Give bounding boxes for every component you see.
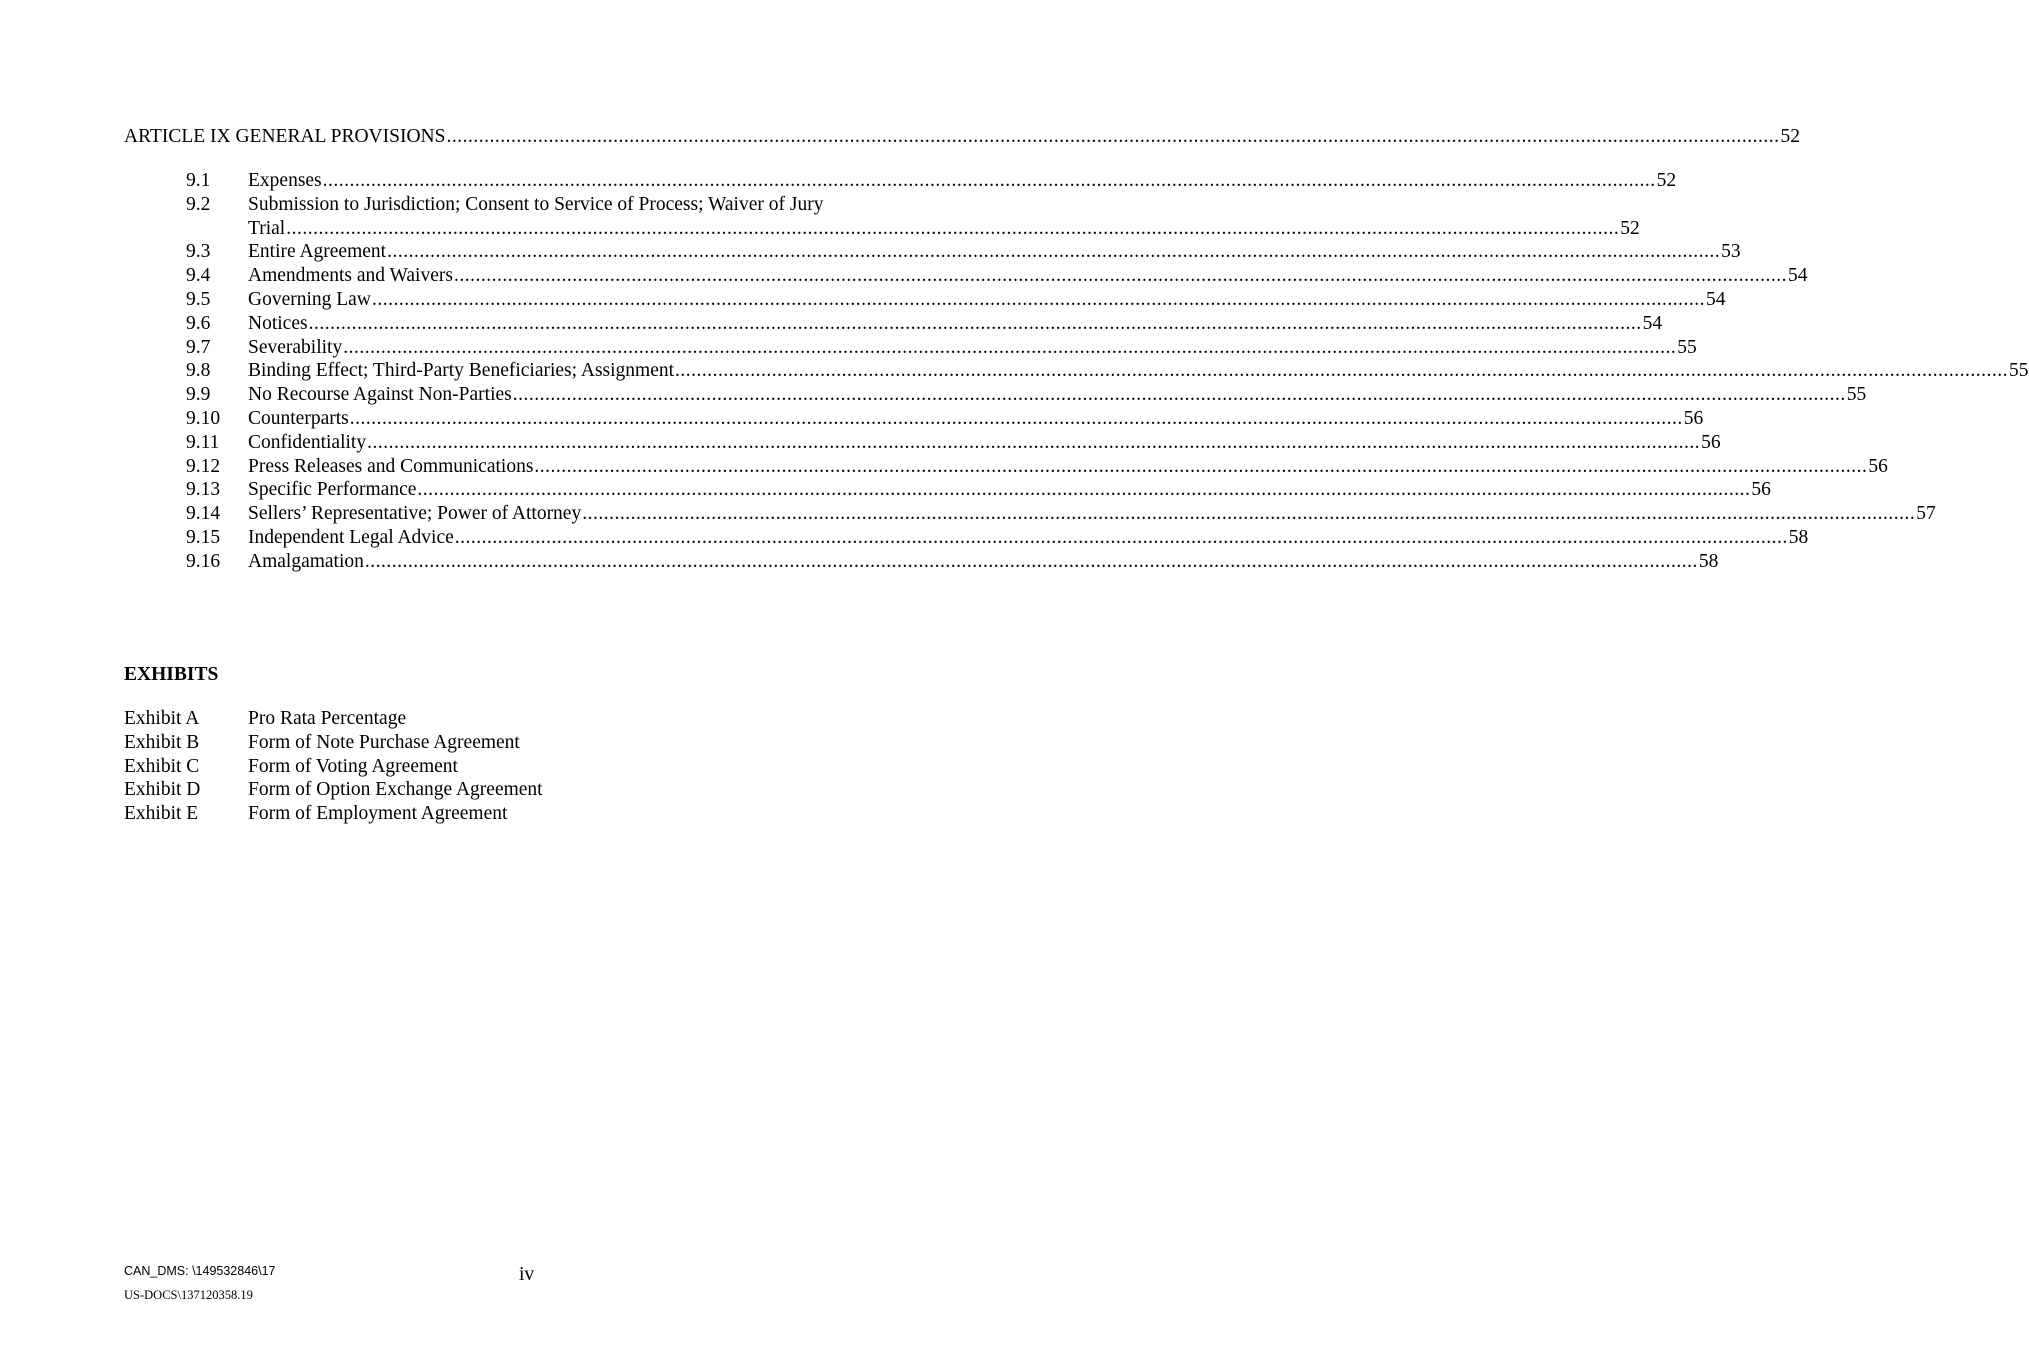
toc-entry-page: 56 [1701,432,1721,453]
toc-leader-dots [675,359,2008,383]
toc-entry-number: 9.6 [186,313,211,334]
toc-leader-dots [367,431,1700,455]
toc-entry-number: 9.9 [186,384,211,405]
toc-leader-dots [534,455,1867,479]
exhibit-description: Form of Note Purchase Agreement [248,732,520,753]
toc-entry-title: Amendments and Waivers [248,265,453,286]
toc-entry-number: 9.8 [186,360,211,381]
toc-entry-title: Trial [248,218,286,239]
exhibit-description: Form of Option Exchange Agreement [248,779,543,800]
toc-entry-number: 9.14 [186,503,221,524]
toc-entry-number: 9.4 [186,265,211,286]
toc-entry-number: 9.12 [186,456,221,477]
toc-entry-page: 57 [1916,503,1936,524]
toc-entry-page: 52 [1620,218,1640,239]
toc-leader-dots [446,125,1779,149]
toc-entry-page: 54 [1705,289,1726,310]
exhibit-label: Exhibit A [124,708,200,729]
footer-doc-id-us: US-DOCS\137120358.19 [124,1288,253,1302]
page-number: iv [519,1264,535,1285]
exhibits-heading: EXHIBITS [124,664,219,685]
toc-entry-number: 9.15 [186,527,221,548]
toc-entry-number: 9.5 [186,289,211,310]
toc-entry-number: 9.2 [186,194,211,215]
toc-entry-number: 9.7 [186,337,211,358]
toc-entry-page: 54 [1642,313,1663,334]
exhibit-description: Form of Employment Agreement [248,803,508,824]
toc-entry-page: 55 [1677,337,1697,358]
toc-leader-dots [387,240,1720,264]
exhibit-label: Exhibit E [124,803,199,824]
toc-leader-dots [286,217,1619,241]
exhibit-description: Pro Rata Percentage [248,708,407,729]
toc-article-page: 52 [1780,126,1800,147]
toc-entry-page: 56 [1751,479,1771,500]
toc-leader-dots [582,502,1915,526]
toc-entry-title: Entire Agreement [248,241,387,262]
toc-article-line[interactable] [124,125,1800,149]
toc-leader-dots [350,407,1683,431]
toc-entry-page: 56 [1683,408,1704,429]
toc-entry-title: Notices [248,313,308,334]
toc-entry-title: Counterparts [248,408,349,429]
toc-leader-dots [372,288,1705,312]
toc-leader-dots [417,478,1750,502]
toc-entry-title: Severability [248,337,343,358]
toc-entry-page: 52 [1656,170,1677,191]
toc-entry-title-line1: Submission to Jurisdiction; Consent to Service of Process; Waiver of Jury [248,194,824,215]
toc-leader-dots [455,526,1788,550]
toc-entry-title: Confidentiality [248,432,367,453]
exhibit-label: Exhibit C [124,756,200,777]
toc-entry-number: 9.11 [186,432,220,453]
toc-entry-number: 9.3 [186,241,211,262]
exhibit-description: Form of Voting Agreement [248,756,458,777]
toc-entry-title: Expenses [248,170,322,191]
toc-entry-page: 56 [1868,456,1888,477]
toc-entry-page: 55 [1846,384,1867,405]
toc-entry-page: 54 [1787,265,1808,286]
toc-leader-dots [513,383,1846,407]
toc-leader-dots [365,550,1698,574]
toc-entry-title: Amalgamation [248,551,364,572]
exhibit-label: Exhibit D [124,779,201,800]
toc-entry-number: 9.1 [186,170,211,191]
toc-entry-title: Press Releases and Communications [248,456,534,477]
toc-entry-title: Specific Performance [248,479,417,500]
footer-doc-id-can: CAN_DMS: \149532846\17 [124,1264,276,1278]
toc-entry-number: 9.10 [186,408,221,429]
toc-entry-title: Binding Effect; Third-Party Beneficiaries; Assignment [248,360,675,381]
toc-entry-title: No Recourse Against Non-Parties [248,384,512,405]
toc-entry-number: 9.16 [186,551,221,572]
toc-entry-page: 55 [2009,360,2029,381]
exhibit-label: Exhibit B [124,732,200,753]
toc-leader-dots [454,264,1787,288]
toc-leader-dots [309,312,1642,336]
toc-entry-page: 58 [1788,527,1809,548]
toc-entry-title: Sellers’ Representative; Power of Attorney [248,503,582,524]
toc-entry-page: 58 [1698,551,1719,572]
toc-leader-dots [343,336,1676,360]
toc-leader-dots [323,169,1656,193]
toc-article-title: ARTICLE IX GENERAL PROVISIONS [124,126,446,147]
toc-entry-page: 53 [1721,241,1741,262]
toc-entry-title: Governing Law [248,289,371,310]
toc-entry-number: 9.13 [186,479,221,500]
toc-entry-title: Independent Legal Advice [248,527,454,548]
